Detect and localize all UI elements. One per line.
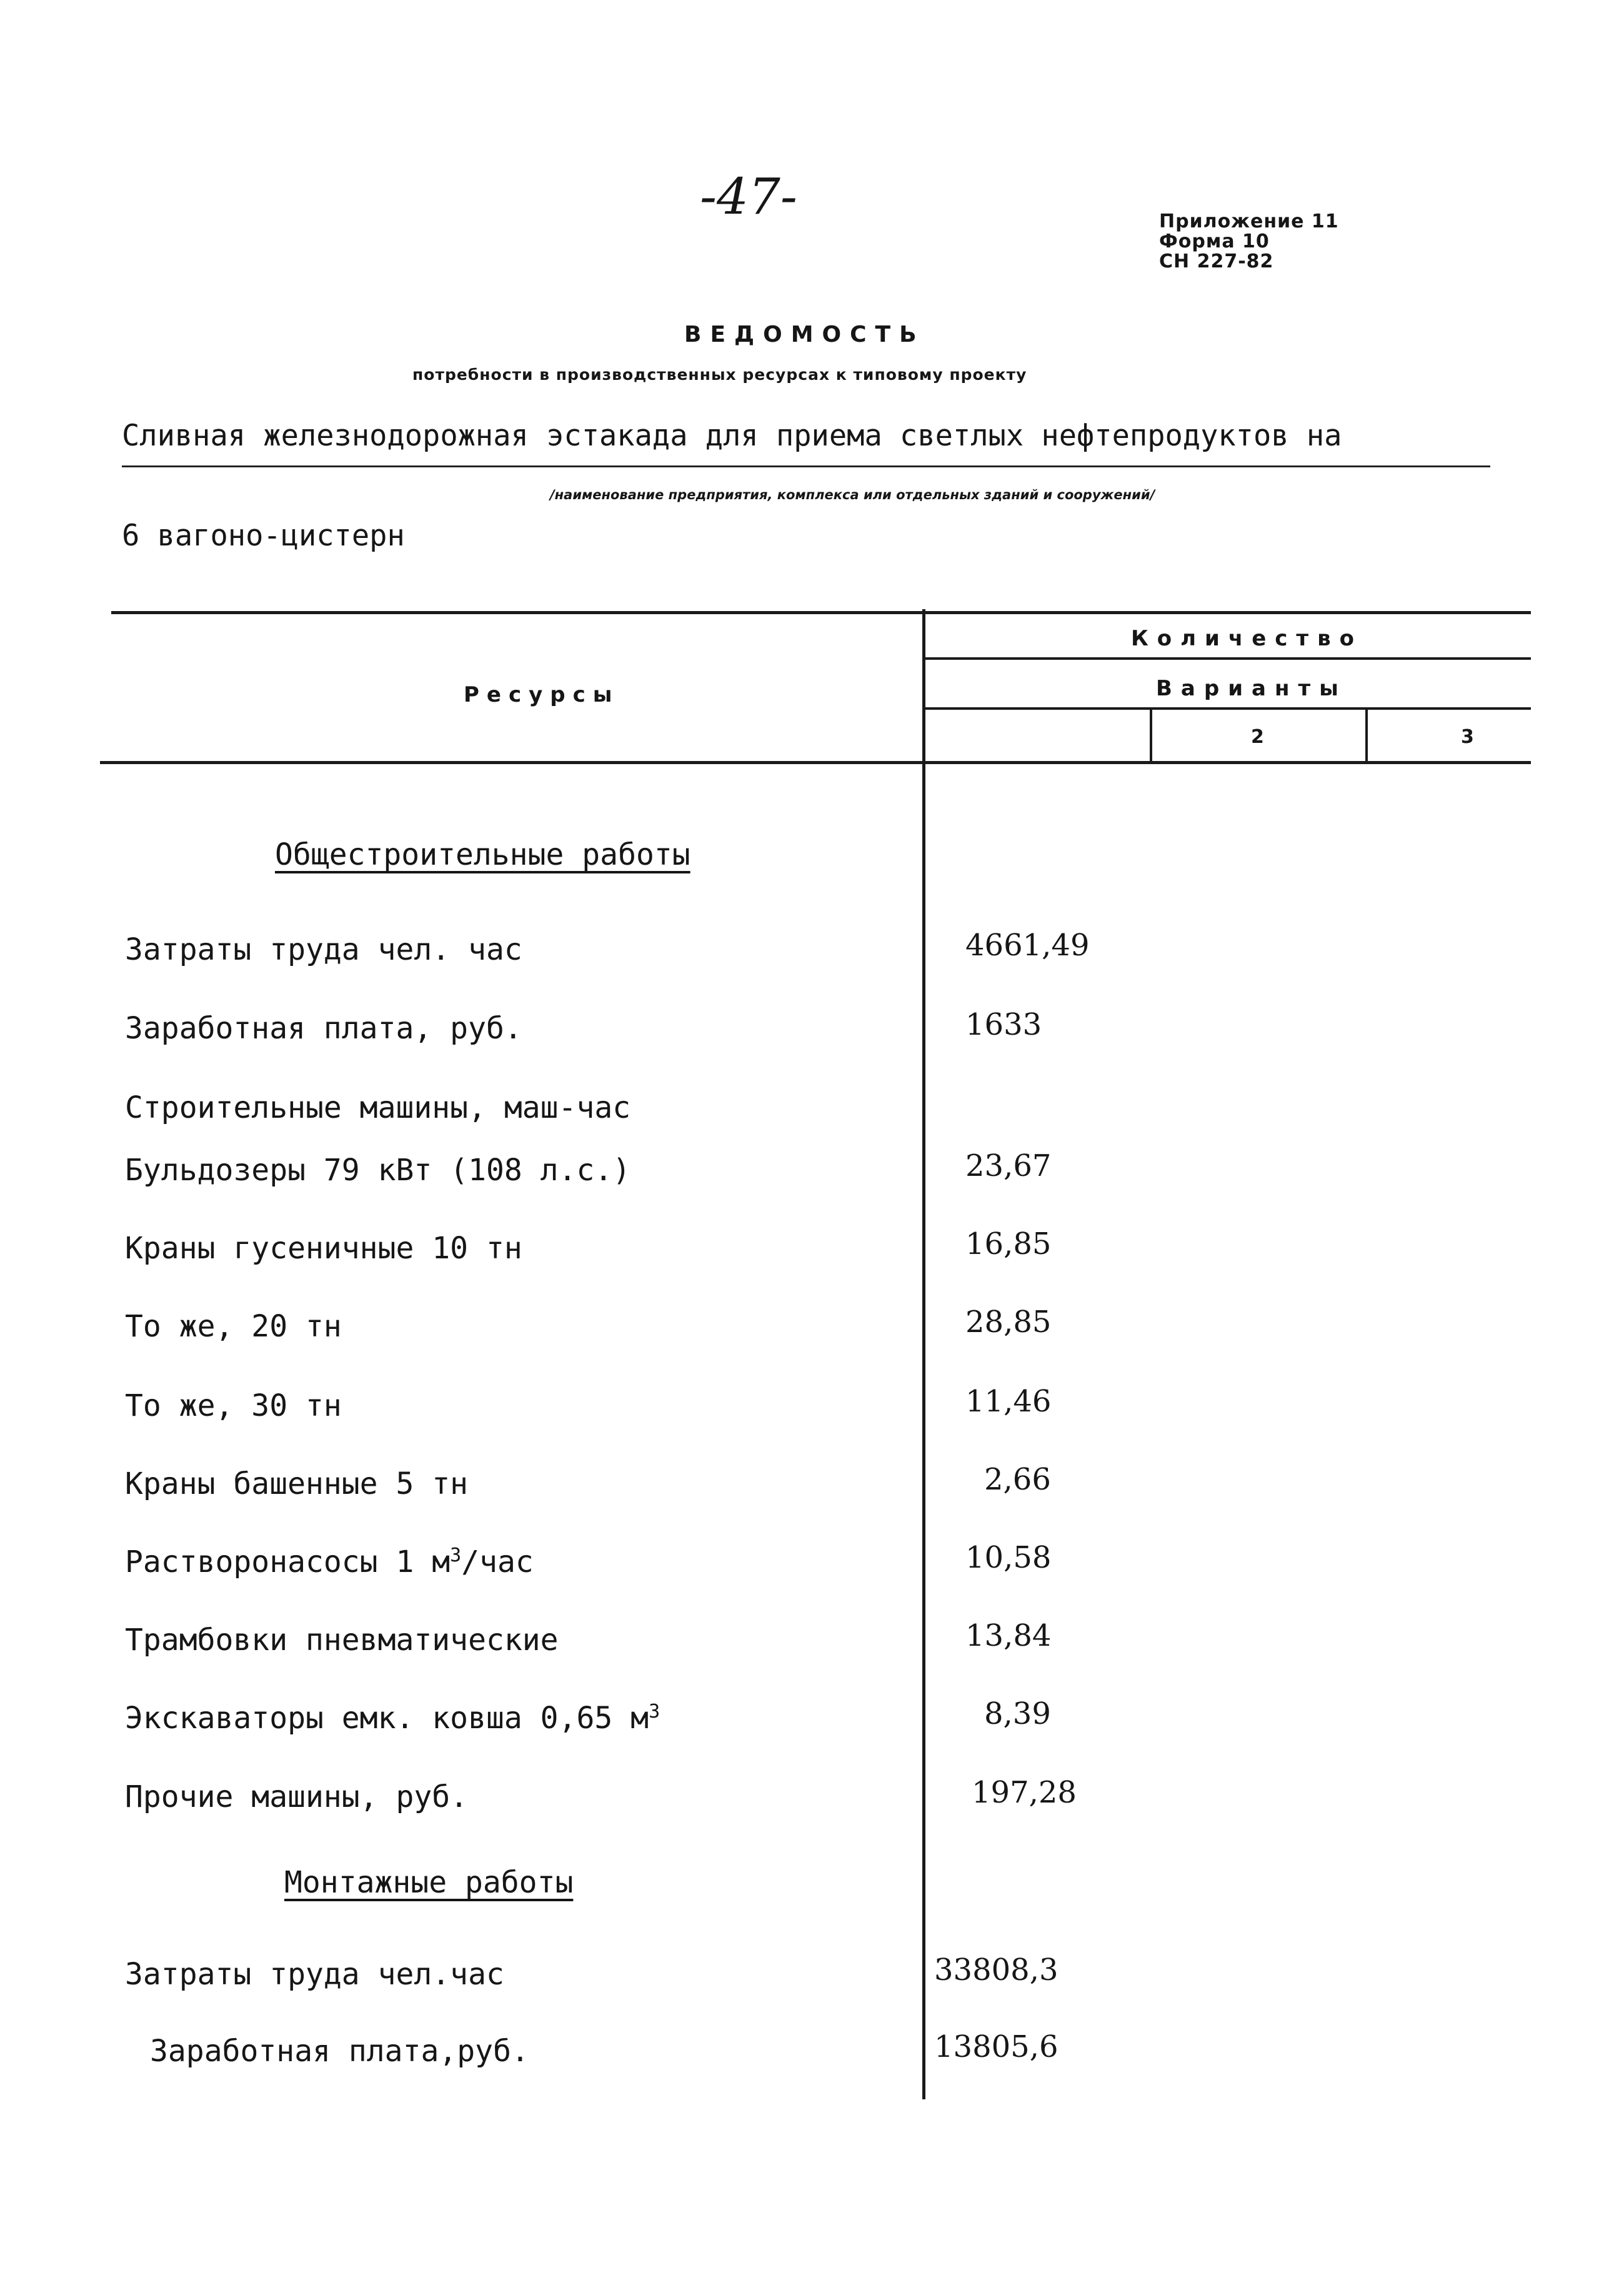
row-value: 8,39 bbox=[984, 1696, 1051, 1731]
page-number: -47- bbox=[700, 167, 797, 226]
table-top-rule bbox=[111, 611, 1531, 614]
variant-2-header: 2 bbox=[1251, 726, 1264, 748]
row-label: Краны гусеничные 10 тн bbox=[125, 1231, 522, 1266]
row-value: 11,46 bbox=[965, 1384, 1052, 1419]
project-caption: /наименование предприятия, комплекса или отдельных зданий и сооружений/ bbox=[550, 487, 1155, 502]
project-name-underline bbox=[122, 465, 1490, 467]
header-resources: Ресурсы bbox=[464, 682, 620, 707]
quantity-header-rule bbox=[925, 657, 1531, 660]
row-label: Трамбовки пневматические bbox=[125, 1623, 559, 1658]
row-label: Прочие машины, руб. bbox=[125, 1779, 469, 1814]
standard-label: СН 227-82 bbox=[1159, 251, 1274, 272]
section-title-assembly: Монтажные работы bbox=[284, 1865, 574, 1900]
resources-column-divider bbox=[922, 609, 925, 2099]
superscript-3: 3 bbox=[649, 1701, 660, 1723]
row-value: 2,66 bbox=[984, 1462, 1051, 1497]
header-variants: Варианты bbox=[1156, 676, 1347, 701]
row-label: Строительные машины, маш-час bbox=[125, 1090, 631, 1125]
document-title: ВЕДОМОСТЬ bbox=[684, 322, 925, 347]
form-label: Форма 10 bbox=[1159, 231, 1270, 252]
variants-header-rule bbox=[925, 707, 1531, 710]
row-value: 4661,49 bbox=[965, 928, 1090, 963]
row-label-text: Экскаваторы емк. ковша 0,65 м bbox=[125, 1701, 649, 1736]
row-label: Краны башенные 5 тн bbox=[125, 1466, 469, 1501]
row-label: Заработная плата, руб. bbox=[125, 1011, 522, 1046]
variant-divider-2 bbox=[1365, 709, 1368, 762]
variant-divider-1 bbox=[1150, 709, 1152, 762]
section-title-general: Общестроительные работы bbox=[275, 837, 690, 872]
row-label: То же, 20 тн bbox=[125, 1309, 342, 1344]
document-subtitle: потребности в производственных ресурсах к типовому проекту bbox=[412, 366, 1027, 384]
row-value: 33808,3 bbox=[934, 1952, 1059, 1987]
row-value: 197,28 bbox=[972, 1775, 1077, 1810]
row-label bbox=[125, 1701, 660, 1736]
row-label-text: Растворонасосы 1 м bbox=[125, 1544, 451, 1579]
row-value: 13,84 bbox=[965, 1618, 1052, 1653]
row-label-tail: /час bbox=[461, 1544, 534, 1579]
project-name-line1: Сливная железнодорожная эстакада для приема светлых нефтепродуктов на bbox=[122, 419, 1342, 453]
superscript-3: 3 bbox=[450, 1544, 462, 1566]
row-label: Заработная плата,руб. bbox=[150, 2034, 529, 2069]
header-quantity: Количество bbox=[1131, 626, 1363, 651]
row-value: 10,58 bbox=[965, 1540, 1052, 1575]
row-label: То же, 30 тн bbox=[125, 1388, 342, 1423]
table-header-bottom-rule bbox=[100, 761, 1531, 764]
row-value: 13805,6 bbox=[934, 2029, 1059, 2064]
row-value: 16,85 bbox=[965, 1226, 1052, 1261]
annex-label: Приложение 11 bbox=[1159, 211, 1339, 232]
project-name-line2: 6 вагоно-цистерн bbox=[122, 519, 405, 553]
row-value: 1633 bbox=[965, 1007, 1042, 1042]
row-label bbox=[125, 1544, 534, 1579]
variant-3-header: 3 bbox=[1461, 726, 1474, 748]
row-label: Бульдозеры 79 кВт (108 л.с.) bbox=[125, 1153, 631, 1188]
row-label: Затраты труда чел.час bbox=[125, 1957, 504, 1992]
row-label: Затраты труда чел. час bbox=[125, 932, 522, 967]
row-value: 23,67 bbox=[965, 1148, 1052, 1183]
row-value: 28,85 bbox=[965, 1305, 1052, 1340]
